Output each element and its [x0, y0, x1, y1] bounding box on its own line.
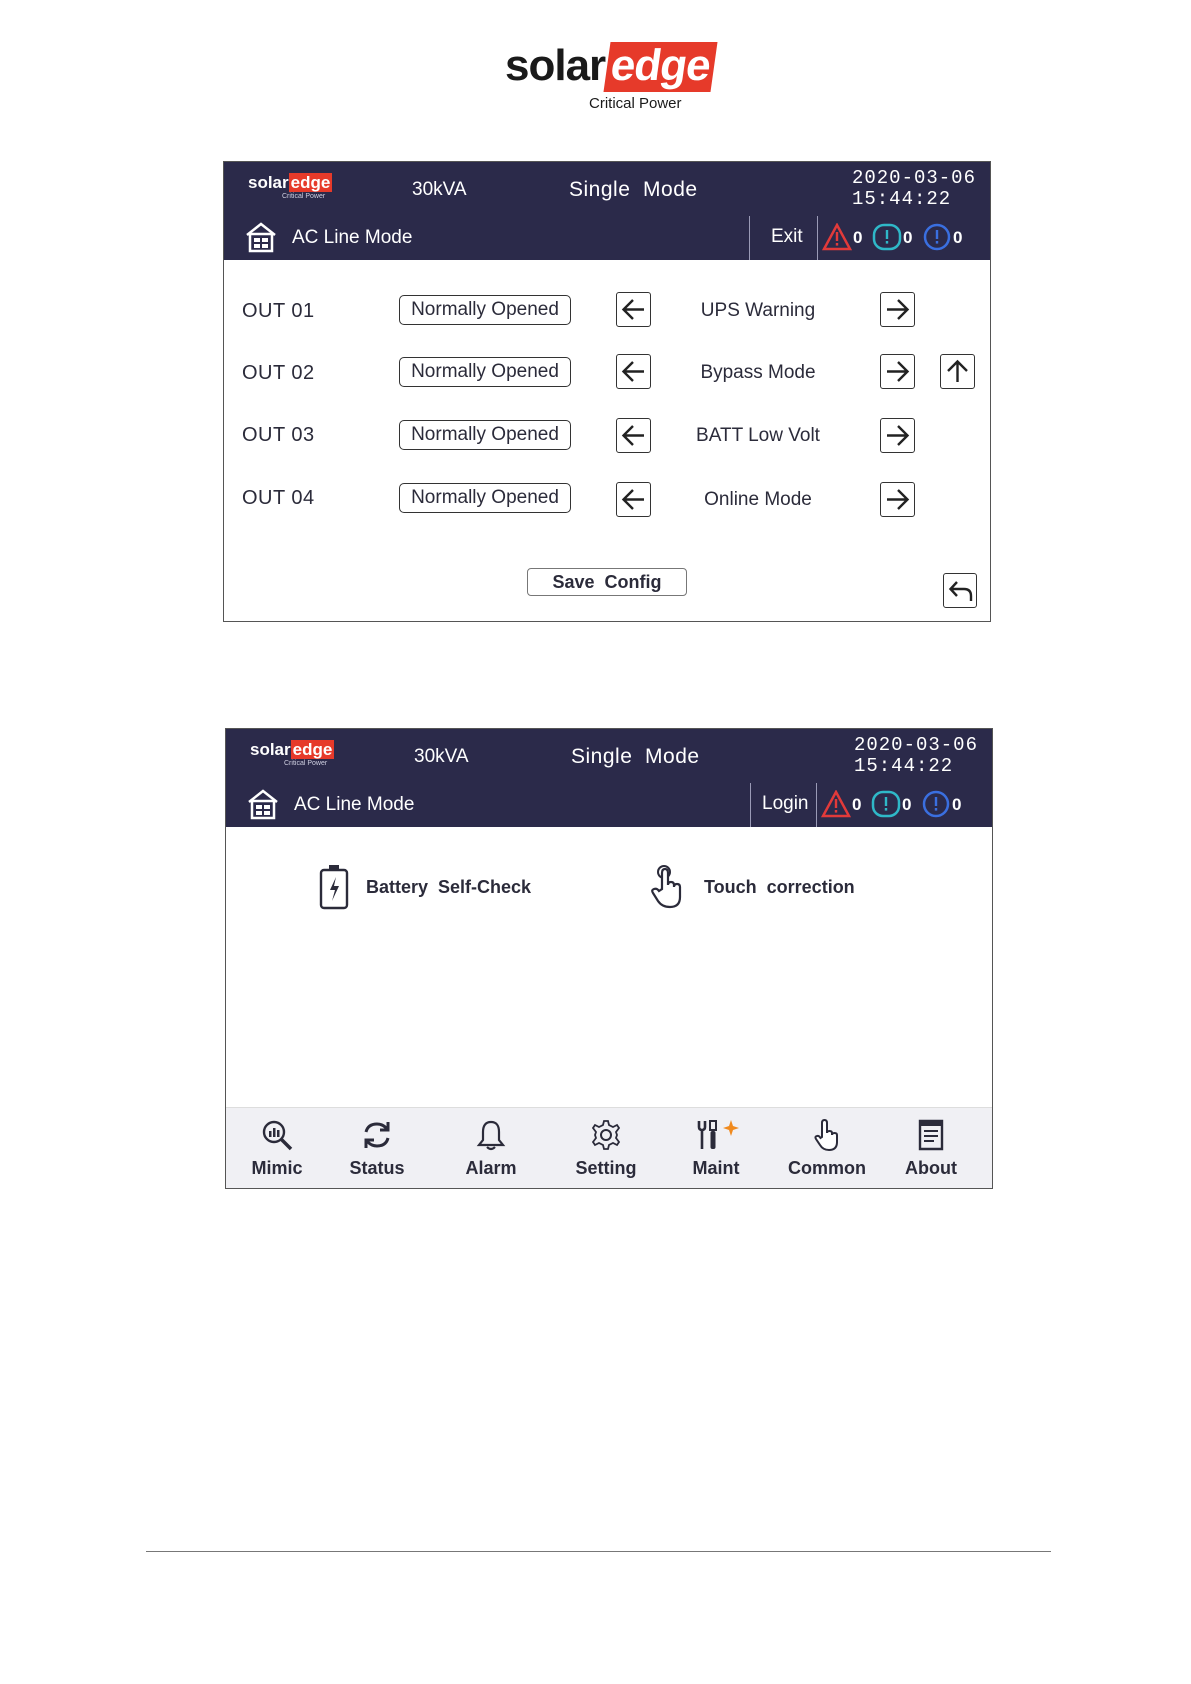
- arrow-right-icon: [884, 358, 911, 385]
- prev-function-button[interactable]: [616, 354, 651, 389]
- prev-function-button[interactable]: [616, 292, 651, 327]
- datetime: [852, 168, 976, 210]
- return-arrow-icon: [947, 577, 974, 604]
- bell-icon: [474, 1118, 508, 1152]
- dry-contact-screen: [223, 161, 991, 622]
- document-icon: [914, 1118, 948, 1152]
- tools-icon: [691, 1118, 741, 1152]
- save-config-button[interactable]: Save Config: [527, 568, 687, 596]
- back-button[interactable]: [943, 573, 977, 608]
- line-mode-label: AC Line Mode: [294, 794, 415, 815]
- mode-title: Single Mode: [571, 745, 700, 768]
- warning-triangle-icon: [821, 790, 851, 818]
- nav-maint[interactable]: [671, 1112, 761, 1179]
- nav-common-label: Common: [788, 1158, 866, 1178]
- function-label: BATT Low Volt: [696, 425, 820, 446]
- divider: [817, 216, 818, 260]
- out-state-button[interactable]: Normally Opened: [399, 420, 571, 450]
- header-logo-tag: Critical Power: [284, 760, 328, 767]
- hand-pointer-icon: [810, 1118, 844, 1152]
- arrow-right-icon: [884, 486, 911, 513]
- bottom-navigation: [226, 1107, 992, 1188]
- out-state-button[interactable]: Normally Opened: [399, 357, 571, 387]
- divider: [749, 216, 750, 260]
- sub-header-bar: [224, 214, 990, 260]
- battery-self-check-button[interactable]: [318, 863, 531, 911]
- arrow-right-icon: [884, 296, 911, 323]
- nav-about-label: About: [905, 1158, 957, 1178]
- next-function-button[interactable]: [880, 354, 915, 389]
- alarm-minor-count: 0: [903, 228, 913, 247]
- function-label: Bypass Mode: [700, 362, 816, 383]
- out-state-button[interactable]: Normally Opened: [399, 483, 571, 513]
- date-label: 2020-03-06: [853, 734, 978, 756]
- arrow-up-icon: [944, 358, 971, 385]
- page-up-button[interactable]: [940, 354, 975, 389]
- divider: [750, 783, 751, 827]
- time-label: 15:44:22: [851, 188, 952, 210]
- nav-status-label: Status: [349, 1158, 405, 1178]
- out-label: OUT 02: [242, 362, 315, 384]
- header-logo: [248, 174, 338, 204]
- notice-icon: [871, 790, 901, 818]
- footer-rule: [146, 1551, 1051, 1552]
- divider: [816, 783, 817, 827]
- touch-correction-button[interactable]: [648, 863, 855, 911]
- top-status-bar: [224, 162, 990, 215]
- capacity-label: 30kVA: [412, 179, 467, 200]
- line-mode-label: AC Line Mode: [292, 227, 413, 248]
- next-function-button[interactable]: [880, 418, 915, 453]
- out-label: OUT 01: [242, 300, 315, 322]
- nav-status[interactable]: [332, 1112, 422, 1179]
- info-circle-icon: [921, 790, 951, 818]
- alarm-counters[interactable]: [821, 790, 981, 818]
- out-state-button[interactable]: Normally Opened: [399, 295, 571, 325]
- capacity-label: 30kVA: [414, 746, 469, 767]
- prev-function-button[interactable]: [616, 482, 651, 517]
- logo-solar-text: solar: [505, 41, 606, 90]
- hand-pointer-icon: [648, 863, 688, 911]
- header-logo-edge: edge: [292, 740, 333, 759]
- touch-correction-label: Touch correction: [704, 876, 855, 897]
- prev-function-button[interactable]: [616, 418, 651, 453]
- arrow-right-icon: [884, 422, 911, 449]
- mode-title: Single Mode: [569, 178, 698, 201]
- out-label: OUT 03: [242, 424, 315, 446]
- nav-alarm[interactable]: [446, 1112, 536, 1179]
- nav-alarm-label: Alarm: [465, 1158, 517, 1178]
- notice-icon: [872, 223, 902, 251]
- nav-mimic-label: Mimic: [251, 1158, 303, 1178]
- alarm-minor-count: 0: [902, 795, 912, 814]
- header-logo-tag: Critical Power: [282, 193, 326, 200]
- alarm-info-count: 0: [952, 795, 962, 814]
- time-label: 15:44:22: [853, 755, 954, 777]
- maintenance-screen: [225, 728, 993, 1189]
- battery-icon: [318, 863, 350, 911]
- exit-button[interactable]: Exit: [771, 226, 803, 247]
- login-button[interactable]: Login: [762, 793, 809, 814]
- top-status-bar: [226, 729, 992, 782]
- next-function-button[interactable]: [880, 292, 915, 327]
- alarm-critical-count: 0: [852, 795, 862, 814]
- solaredge-logo: [505, 42, 725, 114]
- alarm-critical-count: 0: [853, 228, 863, 247]
- refresh-icon: [360, 1118, 394, 1152]
- nav-mimic[interactable]: [232, 1112, 322, 1179]
- alarm-counters[interactable]: [822, 223, 982, 251]
- arrow-left-icon: [620, 422, 647, 449]
- logo-edge-text: edge: [604, 42, 718, 92]
- header-logo: [250, 741, 340, 771]
- function-label: UPS Warning: [700, 300, 816, 321]
- next-function-button[interactable]: [880, 482, 915, 517]
- nav-setting-label: Setting: [575, 1158, 637, 1178]
- arrow-left-icon: [620, 358, 647, 385]
- function-label: Online Mode: [704, 489, 812, 510]
- gear-icon: [589, 1118, 623, 1152]
- header-logo-edge: edge: [290, 173, 331, 192]
- header-logo-solar: solar: [250, 740, 291, 759]
- datetime: [854, 735, 978, 777]
- warning-triangle-icon: [822, 223, 852, 251]
- arrow-left-icon: [620, 486, 647, 513]
- home-icon[interactable]: [246, 788, 280, 820]
- sub-header-bar: [226, 781, 992, 827]
- nav-maint-label: Maint: [692, 1158, 740, 1178]
- alarm-info-count: 0: [953, 228, 963, 247]
- nav-about[interactable]: [886, 1112, 976, 1179]
- logo-tagline: Critical Power: [589, 95, 682, 112]
- magnifier-chart-icon: [260, 1118, 294, 1152]
- arrow-left-icon: [620, 296, 647, 323]
- info-circle-icon: [922, 223, 952, 251]
- nav-common[interactable]: [782, 1112, 872, 1179]
- battery-self-check-label: Battery Self-Check: [366, 876, 532, 897]
- date-label: 2020-03-06: [851, 167, 976, 189]
- nav-setting[interactable]: [561, 1112, 651, 1179]
- home-icon[interactable]: [244, 221, 278, 253]
- out-label: OUT 04: [242, 487, 315, 509]
- header-logo-solar: solar: [248, 173, 289, 192]
